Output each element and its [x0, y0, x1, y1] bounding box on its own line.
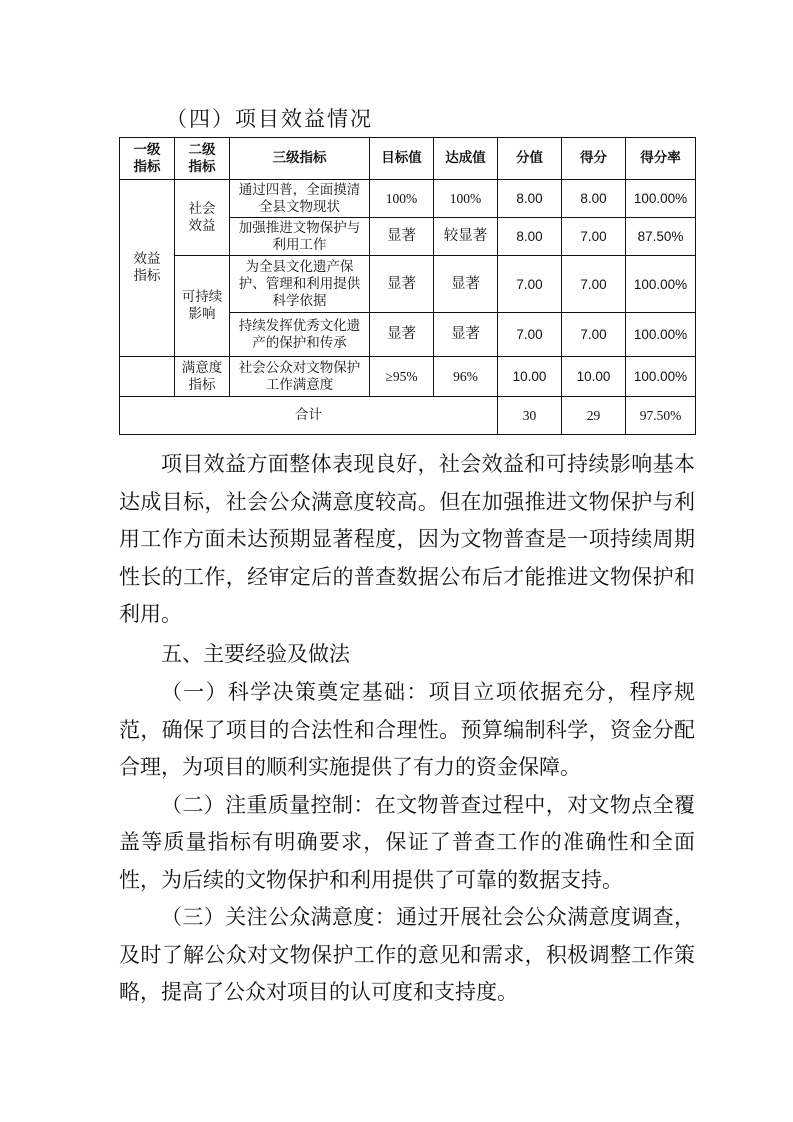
list-item	[119, 674, 695, 787]
level1-cell: 效益 指标	[120, 180, 175, 357]
header-score: 分值	[498, 138, 562, 180]
got-cell: 7.00	[562, 313, 626, 357]
list-item	[119, 787, 695, 900]
table-header-row	[120, 138, 696, 180]
level1-empty-cell	[120, 357, 175, 397]
item-text: 通过开展社会公众满意度调查，及时了解公众对文物保护工作的意见和需求，积极调整工作策略，提高了公众对项目的认可度和支持度。	[119, 905, 695, 1004]
table-total-row	[120, 397, 696, 435]
got-cell: 8.00	[562, 180, 626, 218]
list-item	[119, 899, 695, 1012]
item-text: 项目立项依据充分，程序规范，确保了项目的合法性和合理性。预算编制科学，资金分配合理，为项目的顺利实施提供了有力的资金保障。	[119, 680, 696, 779]
target-cell: ≥95%	[370, 357, 434, 397]
level3-cell: 持续发挥优秀文化遗 产的保护和传承	[230, 313, 370, 357]
experience-list	[119, 674, 695, 1012]
achieved-cell: 96%	[434, 357, 498, 397]
target-cell: 100%	[370, 180, 434, 218]
achieved-cell: 显著	[434, 256, 498, 313]
level3-cell: 为全县文化遗产保 护、管理和利用提供 科学依据	[230, 256, 370, 313]
item-lead: （二）注重质量控制：	[161, 792, 375, 817]
level2-sustain: 可持续 影响	[175, 256, 230, 357]
rate-cell: 87.50%	[626, 218, 696, 256]
item-lead: （一）科学决策奠定基础：	[161, 680, 429, 704]
score-cell: 8.00	[498, 180, 562, 218]
paragraph-text: 项目效益方面整体表现良好，社会效益和可持续影响基本达成目标，社会公众满意度较高。但在加强推进文物保护与利用工作方面未达预期显著程度，因为文物普查是一项持续周期性长的工作，经审定后的普查数据公布后才能推进文物保护和利用。	[119, 452, 695, 626]
score-cell: 7.00	[498, 313, 562, 357]
rate-cell: 100.00%	[626, 256, 696, 313]
rate-cell: 100.00%	[626, 313, 696, 357]
score-cell: 7.00	[498, 256, 562, 313]
header-achieved: 达成值	[434, 138, 498, 180]
rate-cell: 100.00%	[626, 180, 696, 218]
total-label: 合计	[120, 397, 498, 435]
header-level1: 一级 指标	[120, 138, 175, 180]
level3-cell: 社会公众对文物保护 工作满意度	[230, 357, 370, 397]
header-rate: 得分率	[626, 138, 696, 180]
table-row	[120, 256, 696, 313]
level3-cell: 加强推进文物保护与 利用工作	[230, 218, 370, 256]
total-score: 30	[498, 397, 562, 435]
level2-social: 社会 效益	[175, 180, 230, 256]
level3-cell: 通过四普，全面摸清 全县文物现状	[230, 180, 370, 218]
target-cell: 显著	[370, 218, 434, 256]
achieved-cell: 100%	[434, 180, 498, 218]
header-level2: 二级 指标	[175, 138, 230, 180]
total-got: 29	[562, 397, 626, 435]
level2-satisfaction: 满意度 指标	[175, 357, 230, 397]
got-cell: 7.00	[562, 256, 626, 313]
header-target: 目标值	[370, 138, 434, 180]
total-rate: 97.50%	[626, 397, 696, 435]
achieved-cell: 显著	[434, 313, 498, 357]
item-lead: （三）关注公众满意度：	[161, 905, 397, 929]
target-cell: 显著	[370, 313, 434, 357]
item-text: 在文物普查过程中，对文物点全覆盖等质量指标有明确要求，保证了普查工作的准确性和全面性，为后续的文物保护和利用提供了可靠的数据支持。	[119, 792, 695, 892]
section-title-benefits: （四）项目效益情况	[166, 107, 373, 131]
table-row	[120, 357, 696, 397]
achieved-cell: 较显著	[434, 218, 498, 256]
table-row	[120, 180, 696, 218]
section-title-experience: 五、主要经验及做法	[161, 642, 350, 666]
header-got: 得分	[562, 138, 626, 180]
header-level3: 三级指标	[230, 138, 370, 180]
rate-cell: 100.00%	[626, 357, 696, 397]
effect-paragraph	[119, 446, 695, 634]
got-cell: 7.00	[562, 218, 626, 256]
target-cell: 显著	[370, 256, 434, 313]
got-cell: 10.00	[562, 357, 626, 397]
performance-table	[119, 137, 696, 435]
score-cell: 8.00	[498, 218, 562, 256]
score-cell: 10.00	[498, 357, 562, 397]
